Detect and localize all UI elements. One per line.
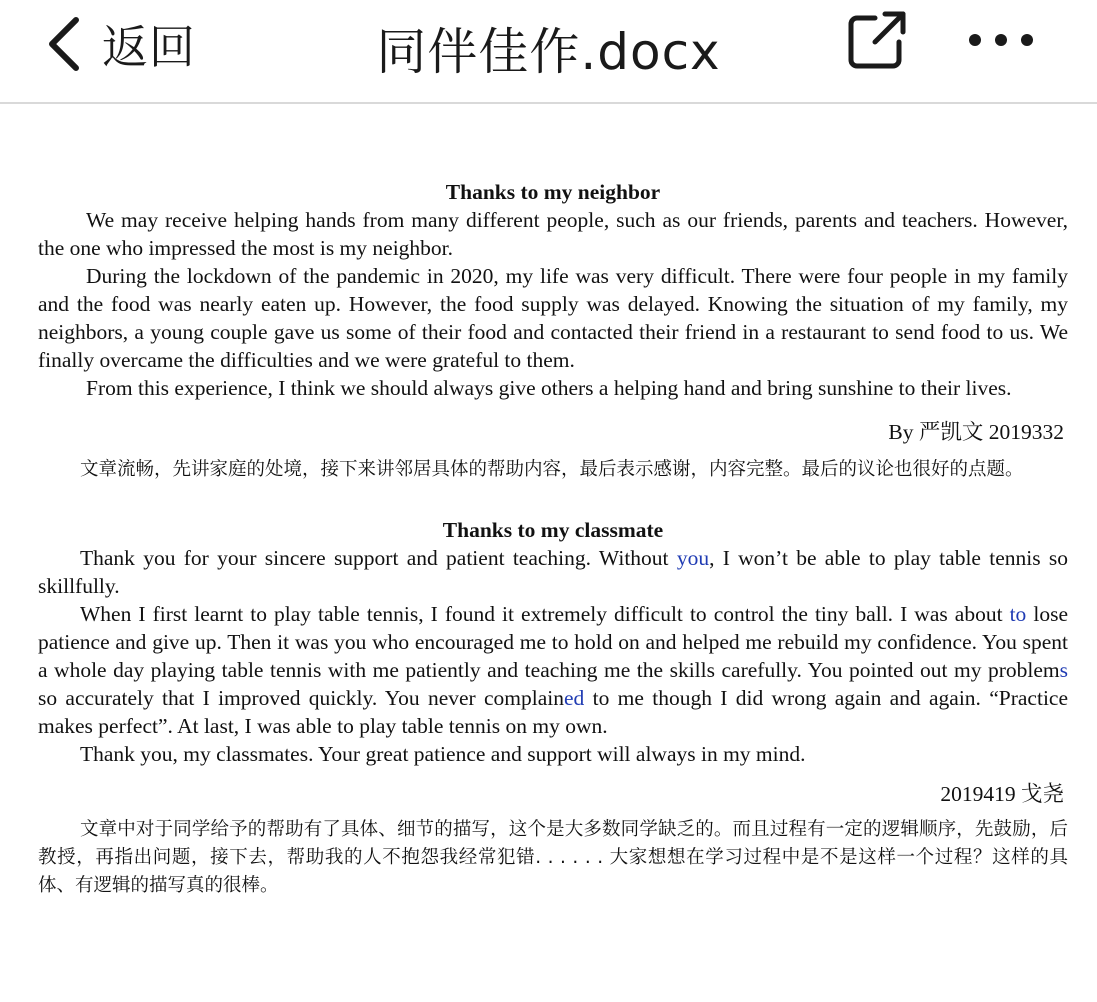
essay2-comment: 文章中对于同学给予的帮助有了具体、细节的描写，这个是大多数同学缺乏的。而且过程有一定的逻辑顺序，先鼓励，后教授，再指出问题，接下去，帮助我的人不抱怨我经常犯错. . . . . . 大家想想在学习过程中是不是这样一个过程？这样的具体、有逻辑的描写真的很棒。 <box>38 819 1068 896</box>
top-bar <box>0 0 1097 104</box>
essay2-p1-text-c: , I won’t be able to play table tennis so skillfully. <box>38 546 1068 598</box>
essay2-paragraph-1 <box>38 544 1068 600</box>
essay2-paragraph-3: Thank you, my classmates. Your great patience and support will always in my mind. <box>80 742 806 766</box>
back-label: 返回 <box>102 20 196 74</box>
document-title: 同伴佳作.docx <box>376 23 721 81</box>
essay2-p2-correction-3: ed <box>564 686 585 710</box>
essay1-title: Thanks to my neighbor <box>445 180 661 204</box>
essay2-p1-text-a: Thank you for your sincere support and patient teaching. Without <box>80 546 677 570</box>
essay2-title: Thanks to my classmate <box>442 518 664 542</box>
more-options-icon[interactable] <box>966 26 1036 54</box>
essay2-signature: 2019419 戈尧 <box>940 782 1064 806</box>
essay1-paragraph-1: We may receive helping hands from many different people, such as our friends, parents and teachers. However, the one who impressed the most is my neighbor. <box>38 208 1068 260</box>
essay2-p2-text-c: lose patience and give up. Then it was you who encouraged me to hold on and helped me rebuild my confidence. You spent a whole day playing table tennis with me patiently and teaching me the skills carefully. You pointed out my problem <box>38 602 1068 682</box>
essay1-comment: 文章流畅，先讲家庭的处境，接下来讲邻居具体的帮助内容，最后表示感谢，内容完整。最后的议论也很好的点题。 <box>80 459 1024 480</box>
essay2-paragraph-2 <box>38 600 1068 740</box>
essay2-p2-text-a: When I first learnt to play table tennis, I found it extremely difficult to control the tiny ball. I was about <box>80 602 1010 626</box>
essay2-p2-text-g: to me though I did wrong again and again. “Practice makes perfect”. At last, I was able to play table tennis on my own. <box>38 686 1068 738</box>
essay1-signature: By 严凯文 2019332 <box>888 420 1064 444</box>
essay2-p2-text-e: so accurately that I improved quickly. You never complain <box>38 686 565 710</box>
essay1-paragraph-3: From this experience, I think we should always give others a helping hand and bring sunshine to their lives. <box>86 376 1012 400</box>
document-body <box>38 178 1068 900</box>
essay1-paragraph-2: During the lockdown of the pandemic in 2020, my life was very difficult. There were four people in my family and the food was nearly eaten up. However, the food supply was delayed. Knowing the situation of my family, my neighbors, a young couple gave us some of their food and contacted their friend in a restaurant to send food to us. We finally overcame the difficulties and we were grateful to them. <box>38 264 1068 372</box>
essay2-p2-correction-2: s <box>1059 658 1068 682</box>
share-icon[interactable] <box>845 8 909 72</box>
essay2-p1-correction: you <box>676 546 710 570</box>
essay2-p2-correction-1: to <box>1009 602 1027 626</box>
